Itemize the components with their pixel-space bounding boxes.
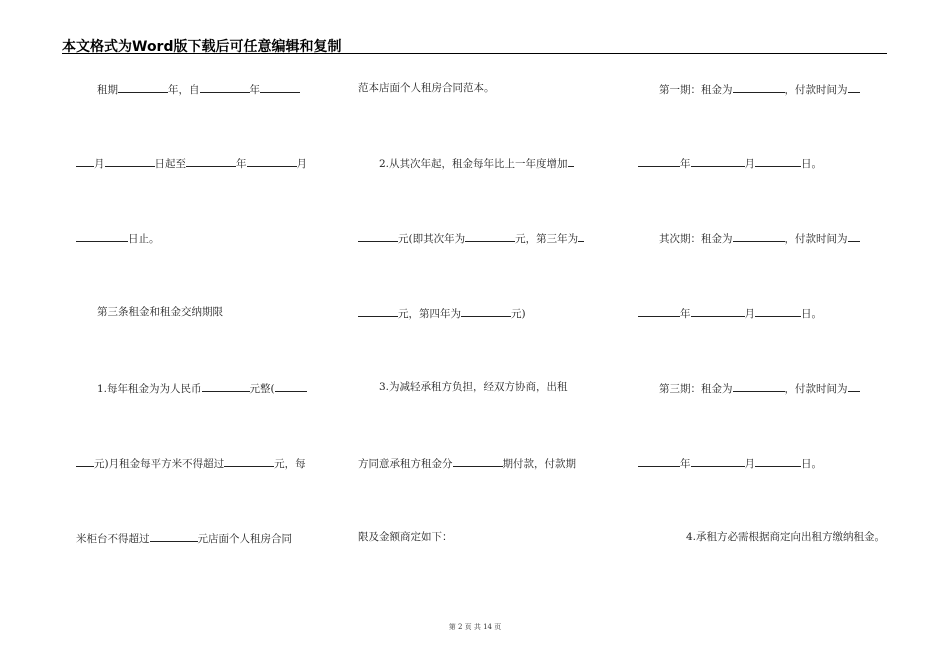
blank-underline [733, 81, 785, 93]
text-segment: 元，第三年为 [515, 233, 579, 245]
blank-underline [453, 455, 503, 467]
blank-underline [691, 155, 745, 167]
text-line [638, 81, 860, 97]
text-segment: 元) [511, 308, 526, 320]
blank-underline [150, 530, 198, 542]
blank-underline [755, 305, 801, 317]
text-segment: 3.为减轻承租方负担，经双方协商，出租 [358, 381, 568, 393]
blank-underline [733, 230, 785, 242]
page-number: 第 2 页 共 14 页 [448, 623, 502, 631]
blank-underline [691, 455, 745, 467]
text-segment: 元)月租金每平方米不得超过 [94, 458, 225, 470]
blank-underline [275, 380, 307, 392]
blank-underline [76, 155, 94, 167]
text-segment: 限及金额商定如下： [358, 531, 453, 543]
text-line [358, 530, 453, 544]
text-line [358, 305, 526, 321]
text-segment: 月 [744, 158, 755, 170]
text-line [358, 81, 495, 95]
blank-underline [118, 81, 168, 93]
blank-underline [260, 81, 300, 93]
text-segment: 第一期：租金为 [638, 84, 733, 96]
blank-underline [186, 155, 236, 167]
text-segment: 日止。 [128, 233, 160, 245]
text-segment: 期付款，付款期 [502, 458, 576, 470]
text-segment: ，付款时间为 [784, 233, 848, 245]
blank-underline [848, 81, 860, 93]
text-segment: ，付款时间为 [784, 84, 848, 96]
text-segment: 2.从其次年起，租金每年比上一年度增加 [358, 158, 568, 170]
text-segment: 元，每 [274, 458, 306, 470]
text-line [638, 155, 822, 171]
blank-underline [247, 155, 297, 167]
text-segment: 第三期：租金为 [638, 383, 733, 395]
text-line [638, 455, 822, 471]
text-line [358, 155, 574, 171]
text-line [76, 81, 300, 97]
text-segment: 日。 [801, 458, 822, 470]
blank-underline [224, 455, 274, 467]
text-segment: 月 [744, 308, 755, 320]
blank-underline [755, 455, 801, 467]
blank-underline [638, 455, 680, 467]
text-segment: 第三条租金和租金交纳期限 [76, 306, 223, 318]
text-line [76, 380, 307, 396]
text-line [358, 380, 568, 394]
blank-underline [733, 380, 785, 392]
blank-underline [76, 230, 128, 242]
text-segment: 年 [249, 84, 260, 96]
text-segment: ，付款时间为 [784, 383, 848, 395]
text-segment: 年 [236, 158, 247, 170]
text-segment: 元整( [249, 383, 275, 395]
header-rule [62, 53, 887, 54]
text-segment: 方同意承租方租金分 [358, 458, 453, 470]
text-segment: 元，第四年为 [398, 308, 461, 320]
blank-underline [638, 305, 680, 317]
blank-underline [638, 155, 680, 167]
blank-underline [578, 230, 584, 242]
text-segment: 米柜台不得超过 [76, 533, 150, 545]
text-segment: 年 [680, 458, 691, 470]
text-line [638, 380, 860, 396]
blank-underline [465, 230, 515, 242]
text-line [76, 230, 160, 246]
blank-underline [848, 230, 860, 242]
text-line [638, 230, 860, 246]
text-line [638, 530, 885, 544]
blank-underline [200, 81, 250, 93]
text-line [358, 455, 576, 471]
blank-underline [358, 230, 398, 242]
text-segment: 年 [680, 158, 691, 170]
text-line [76, 530, 292, 546]
text-segment: 月 [94, 158, 105, 170]
blank-underline [848, 380, 860, 392]
blank-underline [461, 305, 511, 317]
text-segment: 日。 [801, 158, 822, 170]
text-segment: 4.承租方必需根据商定向出租方缴纳租金。 [664, 531, 885, 543]
text-segment: 年 [680, 308, 691, 320]
text-line [638, 305, 822, 321]
blank-underline [105, 155, 155, 167]
text-segment: 租期 [76, 84, 118, 96]
text-line [76, 305, 223, 319]
blank-underline [755, 155, 801, 167]
blank-underline [568, 155, 574, 167]
text-segment: 1.每年租金为为人民币 [76, 383, 202, 395]
text-segment: 月 [296, 158, 307, 170]
text-segment: 日。 [801, 308, 822, 320]
document-header-title: 本文格式为Word版下载后可任意编辑和复制 [62, 39, 342, 55]
text-segment: 月 [744, 458, 755, 470]
text-segment: 元(即其次年为 [398, 233, 466, 245]
text-segment: 其次期：租金为 [638, 233, 733, 245]
text-segment: 年，自 [168, 84, 200, 96]
text-segment: 范本店面个人租房合同范本。 [358, 82, 495, 94]
blank-underline [76, 455, 94, 467]
text-line [76, 455, 306, 471]
text-line [76, 155, 307, 171]
text-line [358, 230, 584, 246]
text-segment: 日起至 [154, 158, 186, 170]
blank-underline [202, 380, 250, 392]
blank-underline [691, 305, 745, 317]
blank-underline [358, 305, 398, 317]
text-segment: 元店面个人租房合同 [197, 533, 292, 545]
